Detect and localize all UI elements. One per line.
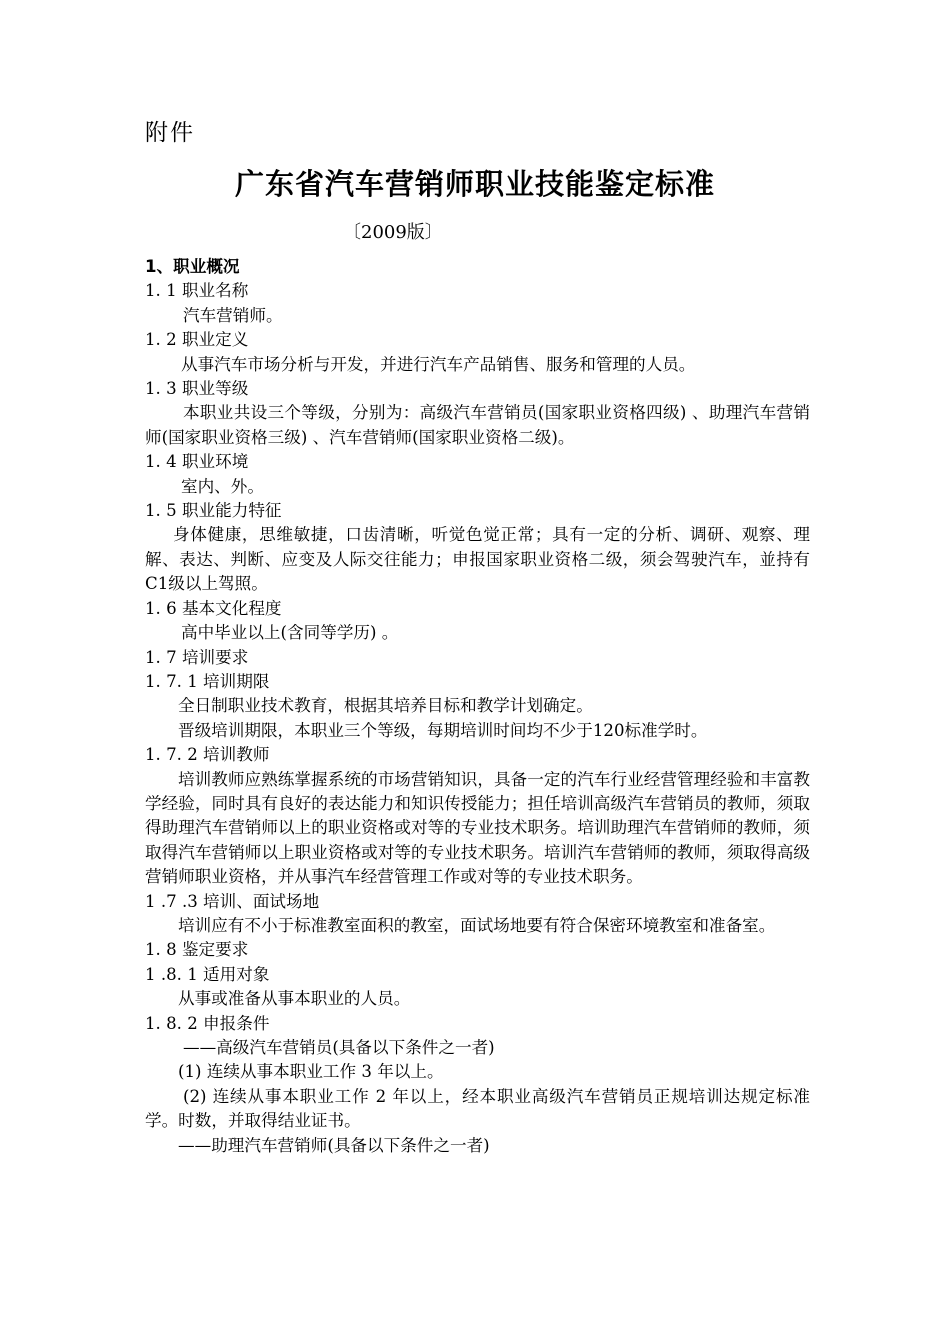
paragraph: 从事或准备从事本职业的人员。: [178, 989, 411, 1009]
subsection-heading: 1. 8 鉴定要求: [145, 940, 249, 960]
subsection-heading: 1 .7 .3 培训、面试场地: [145, 891, 320, 911]
document-title: 广东省汽车营销师职业技能鉴定标准: [234, 167, 715, 201]
subsection-heading: 1. 4 职业环境: [145, 452, 249, 472]
subsection-heading: 1. 2 职业定义: [145, 330, 249, 350]
subsection-heading: 1. 3 职业等级: [145, 379, 249, 399]
document-body: [145, 255, 810, 1158]
paragraph: 本职业共设三个等级，分别为：高级汽车营销员(国家职业资格四级) 、助理汽车营销师(国家职业资格三级) 、汽车营销师(国家职业资格二级)。: [145, 403, 810, 447]
subsection-heading: 1. 7. 2 培训教师: [145, 745, 270, 765]
subsection-heading: 1. 1 职业名称: [145, 281, 249, 301]
paragraph: 身体健康，思维敏捷，口齿清晰，听觉色觉正常；具有一定的分析、调研、观察、理解、表达、判断、应变及人际交往能力；申报国家职业资格二级，须会驾驶汽车，並持有C1级以上驾照。: [145, 525, 810, 594]
paragraph: 高中毕业以上(含同等学历) 。: [181, 623, 399, 643]
paragraph: 全日制职业技术教育，根据其培养目标和教学计划确定。: [178, 696, 593, 716]
paragraph: ——助理汽车营销师(具备以下条件之一者): [178, 1135, 490, 1155]
subsection-heading: 1. 7. 1 培训期限: [145, 671, 270, 691]
subsection-heading: 1. 7 培训要求: [145, 647, 249, 667]
subsection-heading: 1 .8. 1 适用对象: [145, 964, 270, 984]
section-heading: 1、职业概况: [145, 257, 240, 276]
paragraph: 培训应有不小于标准教室面积的教室，面试场地要有符合保密环境教室和准备室。: [178, 915, 776, 935]
subsection-heading: 1. 6 基本文化程度: [145, 598, 282, 618]
paragraph: 室内、外。: [181, 476, 264, 496]
paragraph: (2) 连续从事本职业工作 2 年以上，经本职业高级汽车营销员正规培训达规定标准学。时数，并取得结业证书。: [145, 1086, 810, 1131]
paragraph: 汽车营销师。: [183, 305, 283, 325]
paragraph: 晋级培训期限，本职业三个等级，每期培训时间均不少于120标准学时。: [178, 720, 708, 740]
paragraph: (1) 连续从事本职业工作 3 年以上。: [178, 1062, 444, 1082]
subsection-heading: 1. 5 职业能力特征: [145, 501, 282, 521]
paragraph: 培训教师应熟练掌握系统的市场营销知识，具备一定的汽车行业经营管理经验和丰富教学经验，同时具有良好的表达能力和知识传授能力；担任培训高级汽车营销员的教师，须取得助理汽车营销师以上的职业资格或对等的专业技术职务。培训助理汽车营销师的教师，须取得汽车营销师以上职业资格或对等的专业技术职务。培训汽车营销师的教师，须取得高级营销师职业资格，并从事汽车经营管理工作或对等的专业技术职务。: [145, 769, 810, 887]
subsection-heading: 1. 8. 2 申报条件: [145, 1013, 270, 1033]
edition-label: 〔2009版〕: [343, 222, 443, 243]
attachment-label: 附件: [145, 120, 195, 146]
paragraph: ——高级汽车营销员(具备以下条件之一者): [183, 1038, 495, 1057]
paragraph: 从事汽车市场分析与开发，并进行汽车产品销售、服务和管理的人员。: [181, 354, 696, 374]
